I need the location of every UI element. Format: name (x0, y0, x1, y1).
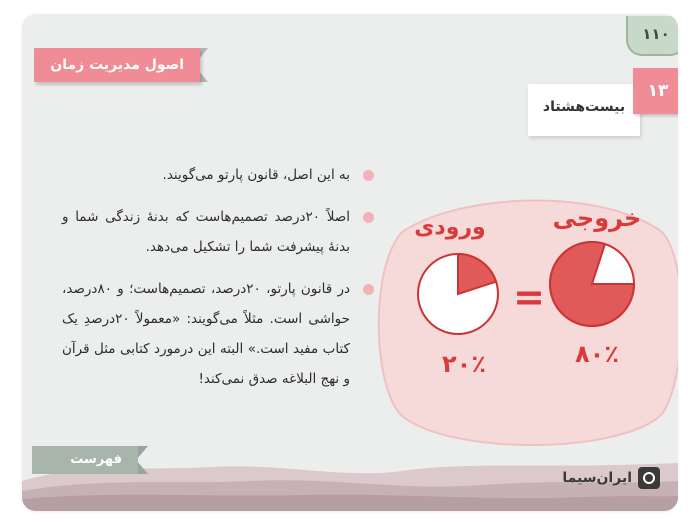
bullet-item (62, 202, 378, 262)
bullet-list (62, 160, 378, 406)
bullet-text: اصلاً ۲۰درصد تصمیم‌هاست که بدنهٔ زندگی شما و بدنهٔ پیشرفت شما را تشکیل می‌دهد. (62, 209, 351, 255)
input-label: ورودی (414, 215, 486, 240)
chapter-title-ribbon (34, 48, 212, 88)
brand-name: ایران‌سیما (562, 470, 632, 486)
brand-logo (550, 463, 660, 493)
output-label: خروجی (552, 204, 642, 232)
page-canvas (22, 14, 678, 511)
page-number: ۱۱۰ (642, 25, 670, 43)
bullet-text: به این اصل، قانون پارتو می‌گویند. (162, 167, 350, 183)
bullet-dot-icon (363, 170, 374, 181)
page-number-tab (626, 16, 678, 56)
equals-sign: = (513, 275, 545, 319)
output-percent: ۸۰٪ (575, 340, 619, 368)
input-percent: ۲۰٪ (442, 350, 486, 378)
chapter-title: اصول مدیریت زمان (34, 48, 200, 82)
brand-mark-icon (638, 467, 660, 489)
bullet-item (62, 160, 378, 190)
pareto-illustration (372, 192, 678, 454)
item-title: بیست‌هشتاد (528, 84, 640, 136)
index-button[interactable] (32, 446, 150, 476)
index-label: فهرست (32, 446, 138, 474)
item-number: ۱۳ (633, 68, 678, 114)
bullet-text: در قانون پارتو، ۲۰درصد، تصمیم‌هاست؛ و ۸۰درصد، حواشی است. مثلاً می‌گویند: «معمولاً ۲۰درصدِ یک کتاب مفید است.» البته این درمورد کتابی مثل قرآن و نهج البلاغه صدق نمی‌کند! (62, 281, 350, 387)
bullet-item (62, 274, 378, 394)
